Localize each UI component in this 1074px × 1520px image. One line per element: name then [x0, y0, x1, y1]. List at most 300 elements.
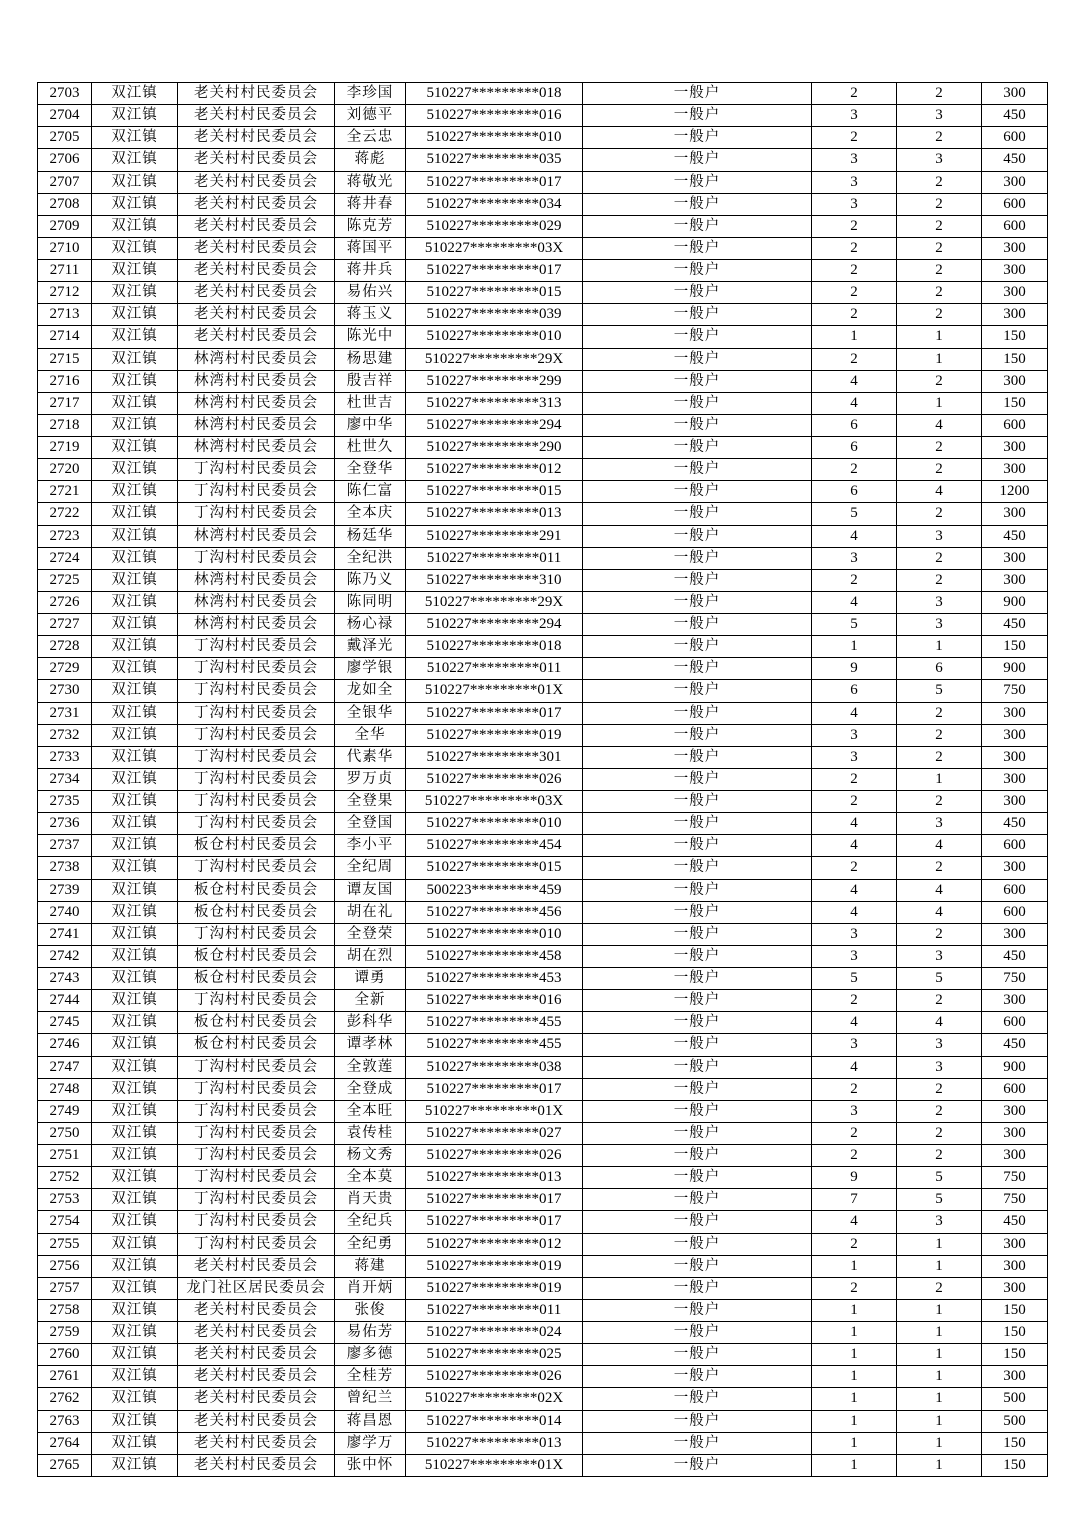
household-size-cell: 1	[812, 1255, 897, 1277]
table-row	[38, 326, 1048, 348]
household-size-cell: 2	[812, 857, 897, 879]
beneficiary-count-cell: 6	[897, 658, 982, 680]
amount-cell: 300	[982, 547, 1048, 569]
village-committee-cell: 丁沟村村民委员会	[178, 724, 335, 746]
household-type-cell: 一般户	[583, 768, 812, 790]
name-cell: 陈克芳	[335, 215, 406, 237]
household-type-cell: 一般户	[583, 237, 812, 259]
serial-number-cell: 2735	[38, 791, 92, 813]
name-cell: 廖学万	[335, 1432, 406, 1454]
village-committee-cell: 丁沟村村民委员会	[178, 746, 335, 768]
id-number-cell: 510227*********019	[406, 1255, 583, 1277]
serial-number-cell: 2726	[38, 591, 92, 613]
amount-cell: 450	[982, 614, 1048, 636]
amount-cell: 300	[982, 702, 1048, 724]
household-size-cell: 2	[812, 791, 897, 813]
village-committee-cell: 丁沟村村民委员会	[178, 923, 335, 945]
town-cell: 双江镇	[92, 945, 178, 967]
id-number-cell: 510227*********012	[406, 459, 583, 481]
serial-number-cell: 2753	[38, 1189, 92, 1211]
town-cell: 双江镇	[92, 591, 178, 613]
serial-number-cell: 2734	[38, 768, 92, 790]
household-size-cell: 6	[812, 437, 897, 459]
beneficiary-count-cell: 3	[897, 149, 982, 171]
name-cell: 杨思建	[335, 348, 406, 370]
serial-number-cell: 2724	[38, 547, 92, 569]
beneficiary-count-cell: 1	[897, 1233, 982, 1255]
id-number-cell: 510227*********017	[406, 1189, 583, 1211]
table-row	[38, 304, 1048, 326]
beneficiary-count-cell: 3	[897, 105, 982, 127]
id-number-cell: 510227*********01X	[406, 680, 583, 702]
beneficiary-count-cell: 2	[897, 260, 982, 282]
town-cell: 双江镇	[92, 437, 178, 459]
village-committee-cell: 老关村村民委员会	[178, 171, 335, 193]
id-number-cell: 510227*********310	[406, 569, 583, 591]
household-size-cell: 2	[812, 237, 897, 259]
name-cell: 肖天贵	[335, 1189, 406, 1211]
beneficiary-count-cell: 1	[897, 1322, 982, 1344]
village-committee-cell: 林湾村村民委员会	[178, 414, 335, 436]
id-number-cell: 510227*********025	[406, 1344, 583, 1366]
village-committee-cell: 老关村村民委员会	[178, 83, 335, 105]
household-size-cell: 4	[812, 835, 897, 857]
table-row	[38, 348, 1048, 370]
table-row	[38, 658, 1048, 680]
name-cell: 曾纪兰	[335, 1388, 406, 1410]
village-committee-cell: 老关村村民委员会	[178, 1454, 335, 1476]
name-cell: 杜世吉	[335, 392, 406, 414]
household-type-cell: 一般户	[583, 1277, 812, 1299]
serial-number-cell: 2712	[38, 282, 92, 304]
village-committee-cell: 老关村村民委员会	[178, 215, 335, 237]
village-committee-cell: 老关村村民委员会	[178, 1410, 335, 1432]
name-cell: 易佑兴	[335, 282, 406, 304]
table-row	[38, 857, 1048, 879]
household-type-cell: 一般户	[583, 835, 812, 857]
beneficiary-count-cell: 4	[897, 901, 982, 923]
name-cell: 全本旺	[335, 1100, 406, 1122]
id-number-cell: 510227*********035	[406, 149, 583, 171]
serial-number-cell: 2759	[38, 1322, 92, 1344]
amount-cell: 150	[982, 1299, 1048, 1321]
name-cell: 蒋井春	[335, 193, 406, 215]
serial-number-cell: 2725	[38, 569, 92, 591]
household-type-cell: 一般户	[583, 127, 812, 149]
amount-cell: 300	[982, 1100, 1048, 1122]
household-type-cell: 一般户	[583, 1100, 812, 1122]
village-committee-cell: 板仓村村民委员会	[178, 835, 335, 857]
table-row	[38, 945, 1048, 967]
serial-number-cell: 2748	[38, 1078, 92, 1100]
table-row	[38, 1366, 1048, 1388]
beneficiary-count-cell: 2	[897, 282, 982, 304]
household-type-cell: 一般户	[583, 1056, 812, 1078]
town-cell: 双江镇	[92, 282, 178, 304]
serial-number-cell: 2754	[38, 1211, 92, 1233]
beneficiary-count-cell: 2	[897, 237, 982, 259]
id-number-cell: 510227*********01X	[406, 1100, 583, 1122]
village-committee-cell: 老关村村民委员会	[178, 1344, 335, 1366]
household-size-cell: 3	[812, 1034, 897, 1056]
amount-cell: 750	[982, 680, 1048, 702]
id-number-cell: 510227*********291	[406, 525, 583, 547]
household-type-cell: 一般户	[583, 437, 812, 459]
household-type-cell: 一般户	[583, 1122, 812, 1144]
town-cell: 双江镇	[92, 459, 178, 481]
amount-cell: 600	[982, 1012, 1048, 1034]
village-committee-cell: 丁沟村村民委员会	[178, 547, 335, 569]
village-committee-cell: 林湾村村民委员会	[178, 569, 335, 591]
serial-number-cell: 2711	[38, 260, 92, 282]
serial-number-cell: 2739	[38, 879, 92, 901]
amount-cell: 300	[982, 1277, 1048, 1299]
village-committee-cell: 老关村村民委员会	[178, 1366, 335, 1388]
household-type-cell: 一般户	[583, 503, 812, 525]
town-cell: 双江镇	[92, 370, 178, 392]
serial-number-cell: 2718	[38, 414, 92, 436]
id-number-cell: 510227*********013	[406, 1167, 583, 1189]
beneficiary-count-cell: 2	[897, 171, 982, 193]
table-row	[38, 591, 1048, 613]
name-cell: 全登荣	[335, 923, 406, 945]
town-cell: 双江镇	[92, 968, 178, 990]
serial-number-cell: 2729	[38, 658, 92, 680]
id-number-cell: 510227*********290	[406, 437, 583, 459]
name-cell: 杨文秀	[335, 1145, 406, 1167]
table-row	[38, 370, 1048, 392]
name-cell: 陈同明	[335, 591, 406, 613]
amount-cell: 600	[982, 127, 1048, 149]
household-type-cell: 一般户	[583, 614, 812, 636]
name-cell: 谭友国	[335, 879, 406, 901]
beneficiary-count-cell: 5	[897, 1189, 982, 1211]
beneficiary-count-cell: 3	[897, 1056, 982, 1078]
name-cell: 蒋彪	[335, 149, 406, 171]
town-cell: 双江镇	[92, 1454, 178, 1476]
town-cell: 双江镇	[92, 746, 178, 768]
beneficiary-count-cell: 1	[897, 636, 982, 658]
amount-cell: 300	[982, 459, 1048, 481]
id-number-cell: 510227*********038	[406, 1056, 583, 1078]
household-size-cell: 4	[812, 879, 897, 901]
household-type-cell: 一般户	[583, 83, 812, 105]
amount-cell: 300	[982, 724, 1048, 746]
household-size-cell: 2	[812, 768, 897, 790]
household-size-cell: 3	[812, 105, 897, 127]
name-cell: 全新	[335, 990, 406, 1012]
serial-number-cell: 2760	[38, 1344, 92, 1366]
name-cell: 全本庆	[335, 503, 406, 525]
village-committee-cell: 老关村村民委员会	[178, 105, 335, 127]
town-cell: 双江镇	[92, 171, 178, 193]
village-committee-cell: 林湾村村民委员会	[178, 392, 335, 414]
table-row	[38, 1344, 1048, 1366]
town-cell: 双江镇	[92, 1366, 178, 1388]
serial-number-cell: 2755	[38, 1233, 92, 1255]
household-size-cell: 1	[812, 1344, 897, 1366]
household-size-cell: 2	[812, 1122, 897, 1144]
id-number-cell: 510227*********019	[406, 724, 583, 746]
beneficiary-count-cell: 5	[897, 1167, 982, 1189]
amount-cell: 300	[982, 437, 1048, 459]
table-row	[38, 724, 1048, 746]
amount-cell: 1200	[982, 481, 1048, 503]
name-cell: 彭科华	[335, 1012, 406, 1034]
beneficiary-count-cell: 2	[897, 724, 982, 746]
table-row	[38, 1012, 1048, 1034]
table-row	[38, 879, 1048, 901]
household-size-cell: 1	[812, 1432, 897, 1454]
town-cell: 双江镇	[92, 680, 178, 702]
name-cell: 易佑芳	[335, 1322, 406, 1344]
id-number-cell: 510227*********294	[406, 614, 583, 636]
household-size-cell: 6	[812, 481, 897, 503]
household-type-cell: 一般户	[583, 813, 812, 835]
beneficiary-count-cell: 1	[897, 1299, 982, 1321]
village-committee-cell: 丁沟村村民委员会	[178, 1189, 335, 1211]
name-cell: 杜世久	[335, 437, 406, 459]
serial-number-cell: 2710	[38, 237, 92, 259]
village-committee-cell: 丁沟村村民委员会	[178, 791, 335, 813]
amount-cell: 150	[982, 392, 1048, 414]
beneficiary-count-cell: 1	[897, 768, 982, 790]
serial-number-cell: 2732	[38, 724, 92, 746]
household-type-cell: 一般户	[583, 481, 812, 503]
serial-number-cell: 2720	[38, 459, 92, 481]
name-cell: 蒋国平	[335, 237, 406, 259]
table-row	[38, 614, 1048, 636]
table-row	[38, 260, 1048, 282]
table-row	[38, 1410, 1048, 1432]
household-size-cell: 1	[812, 1322, 897, 1344]
town-cell: 双江镇	[92, 1322, 178, 1344]
amount-cell: 900	[982, 658, 1048, 680]
amount-cell: 300	[982, 171, 1048, 193]
serial-number-cell: 2742	[38, 945, 92, 967]
amount-cell: 300	[982, 282, 1048, 304]
serial-number-cell: 2706	[38, 149, 92, 171]
household-type-cell: 一般户	[583, 1012, 812, 1034]
amount-cell: 300	[982, 768, 1048, 790]
household-type-cell: 一般户	[583, 282, 812, 304]
household-type-cell: 一般户	[583, 1299, 812, 1321]
amount-cell: 300	[982, 237, 1048, 259]
town-cell: 双江镇	[92, 260, 178, 282]
town-cell: 双江镇	[92, 414, 178, 436]
village-committee-cell: 老关村村民委员会	[178, 304, 335, 326]
name-cell: 龙如全	[335, 680, 406, 702]
household-size-cell: 2	[812, 1145, 897, 1167]
table-row	[38, 768, 1048, 790]
name-cell: 杨心禄	[335, 614, 406, 636]
village-committee-cell: 丁沟村村民委员会	[178, 1100, 335, 1122]
name-cell: 陈乃义	[335, 569, 406, 591]
household-type-cell: 一般户	[583, 680, 812, 702]
town-cell: 双江镇	[92, 149, 178, 171]
id-number-cell: 510227*********013	[406, 1432, 583, 1454]
id-number-cell: 510227*********453	[406, 968, 583, 990]
beneficiary-count-cell: 2	[897, 1122, 982, 1144]
household-size-cell: 6	[812, 414, 897, 436]
id-number-cell: 510227*********019	[406, 1277, 583, 1299]
serial-number-cell: 2733	[38, 746, 92, 768]
village-committee-cell: 丁沟村村民委员会	[178, 702, 335, 724]
town-cell: 双江镇	[92, 193, 178, 215]
name-cell: 肖开炳	[335, 1277, 406, 1299]
village-committee-cell: 老关村村民委员会	[178, 237, 335, 259]
village-committee-cell: 林湾村村民委员会	[178, 525, 335, 547]
beneficiary-count-cell: 3	[897, 591, 982, 613]
name-cell: 殷吉祥	[335, 370, 406, 392]
serial-number-cell: 2728	[38, 636, 92, 658]
table-row	[38, 503, 1048, 525]
household-size-cell: 3	[812, 923, 897, 945]
beneficiary-count-cell: 3	[897, 813, 982, 835]
amount-cell: 300	[982, 503, 1048, 525]
serial-number-cell: 2744	[38, 990, 92, 1012]
id-number-cell: 510227*********301	[406, 746, 583, 768]
beneficiary-count-cell: 1	[897, 326, 982, 348]
serial-number-cell: 2727	[38, 614, 92, 636]
table-row	[38, 1454, 1048, 1476]
beneficiary-count-cell: 1	[897, 348, 982, 370]
household-size-cell: 4	[812, 525, 897, 547]
household-type-cell: 一般户	[583, 193, 812, 215]
id-number-cell: 510227*********03X	[406, 791, 583, 813]
village-committee-cell: 老关村村民委员会	[178, 282, 335, 304]
town-cell: 双江镇	[92, 304, 178, 326]
town-cell: 双江镇	[92, 1167, 178, 1189]
name-cell: 廖学银	[335, 658, 406, 680]
town-cell: 双江镇	[92, 525, 178, 547]
name-cell: 李小平	[335, 835, 406, 857]
name-cell: 廖中华	[335, 414, 406, 436]
household-type-cell: 一般户	[583, 304, 812, 326]
serial-number-cell: 2721	[38, 481, 92, 503]
village-committee-cell: 板仓村村民委员会	[178, 945, 335, 967]
village-committee-cell: 丁沟村村民委员会	[178, 857, 335, 879]
table-row	[38, 437, 1048, 459]
village-committee-cell: 老关村村民委员会	[178, 1322, 335, 1344]
amount-cell: 150	[982, 636, 1048, 658]
amount-cell: 450	[982, 1034, 1048, 1056]
household-type-cell: 一般户	[583, 857, 812, 879]
village-committee-cell: 老关村村民委员会	[178, 326, 335, 348]
town-cell: 双江镇	[92, 1277, 178, 1299]
amount-cell: 300	[982, 746, 1048, 768]
town-cell: 双江镇	[92, 1432, 178, 1454]
household-size-cell: 1	[812, 636, 897, 658]
household-size-cell: 3	[812, 149, 897, 171]
town-cell: 双江镇	[92, 813, 178, 835]
village-committee-cell: 丁沟村村民委员会	[178, 990, 335, 1012]
amount-cell: 300	[982, 1122, 1048, 1144]
beneficiary-count-cell: 4	[897, 835, 982, 857]
serial-number-cell: 2750	[38, 1122, 92, 1144]
beneficiary-count-cell: 4	[897, 481, 982, 503]
household-type-cell: 一般户	[583, 1167, 812, 1189]
serial-number-cell: 2764	[38, 1432, 92, 1454]
name-cell: 全银华	[335, 702, 406, 724]
table-row	[38, 1034, 1048, 1056]
beneficiary-count-cell: 2	[897, 569, 982, 591]
town-cell: 双江镇	[92, 835, 178, 857]
table-row	[38, 1167, 1048, 1189]
town-cell: 双江镇	[92, 481, 178, 503]
town-cell: 双江镇	[92, 127, 178, 149]
household-type-cell: 一般户	[583, 260, 812, 282]
amount-cell: 300	[982, 1255, 1048, 1277]
amount-cell: 600	[982, 1078, 1048, 1100]
id-number-cell: 510227*********456	[406, 901, 583, 923]
table-row	[38, 1145, 1048, 1167]
household-size-cell: 2	[812, 459, 897, 481]
table-row	[38, 813, 1048, 835]
town-cell: 双江镇	[92, 215, 178, 237]
id-number-cell: 510227*********026	[406, 768, 583, 790]
village-committee-cell: 丁沟村村民委员会	[178, 680, 335, 702]
amount-cell: 600	[982, 414, 1048, 436]
id-number-cell: 510227*********015	[406, 857, 583, 879]
town-cell: 双江镇	[92, 901, 178, 923]
id-number-cell: 510227*********011	[406, 547, 583, 569]
amount-cell: 500	[982, 1388, 1048, 1410]
id-number-cell: 510227*********013	[406, 503, 583, 525]
beneficiary-count-cell: 2	[897, 83, 982, 105]
town-cell: 双江镇	[92, 1122, 178, 1144]
beneficiary-count-cell: 2	[897, 503, 982, 525]
beneficiary-count-cell: 2	[897, 1078, 982, 1100]
table-row	[38, 990, 1048, 1012]
household-size-cell: 3	[812, 1100, 897, 1122]
village-committee-cell: 老关村村民委员会	[178, 260, 335, 282]
serial-number-cell: 2737	[38, 835, 92, 857]
town-cell: 双江镇	[92, 1100, 178, 1122]
beneficiary-count-cell: 2	[897, 990, 982, 1012]
household-size-cell: 3	[812, 193, 897, 215]
serial-number-cell: 2731	[38, 702, 92, 724]
household-type-cell: 一般户	[583, 348, 812, 370]
serial-number-cell: 2740	[38, 901, 92, 923]
town-cell: 双江镇	[92, 1034, 178, 1056]
name-cell: 蒋玉义	[335, 304, 406, 326]
table-row	[38, 569, 1048, 591]
serial-number-cell: 2713	[38, 304, 92, 326]
id-number-cell: 510227*********010	[406, 127, 583, 149]
village-committee-cell: 板仓村村民委员会	[178, 879, 335, 901]
beneficiary-count-cell: 4	[897, 879, 982, 901]
beneficiary-table	[37, 82, 1048, 1477]
amount-cell: 750	[982, 968, 1048, 990]
table-row	[38, 636, 1048, 658]
household-size-cell: 4	[812, 591, 897, 613]
household-type-cell: 一般户	[583, 968, 812, 990]
town-cell: 双江镇	[92, 392, 178, 414]
serial-number-cell: 2719	[38, 437, 92, 459]
village-committee-cell: 林湾村村民委员会	[178, 370, 335, 392]
name-cell: 杨廷华	[335, 525, 406, 547]
table-row	[38, 746, 1048, 768]
name-cell: 代素华	[335, 746, 406, 768]
amount-cell: 300	[982, 83, 1048, 105]
serial-number-cell: 2763	[38, 1410, 92, 1432]
id-number-cell: 510227*********02X	[406, 1388, 583, 1410]
household-size-cell: 2	[812, 1078, 897, 1100]
village-committee-cell: 林湾村村民委员会	[178, 591, 335, 613]
household-type-cell: 一般户	[583, 923, 812, 945]
amount-cell: 450	[982, 149, 1048, 171]
